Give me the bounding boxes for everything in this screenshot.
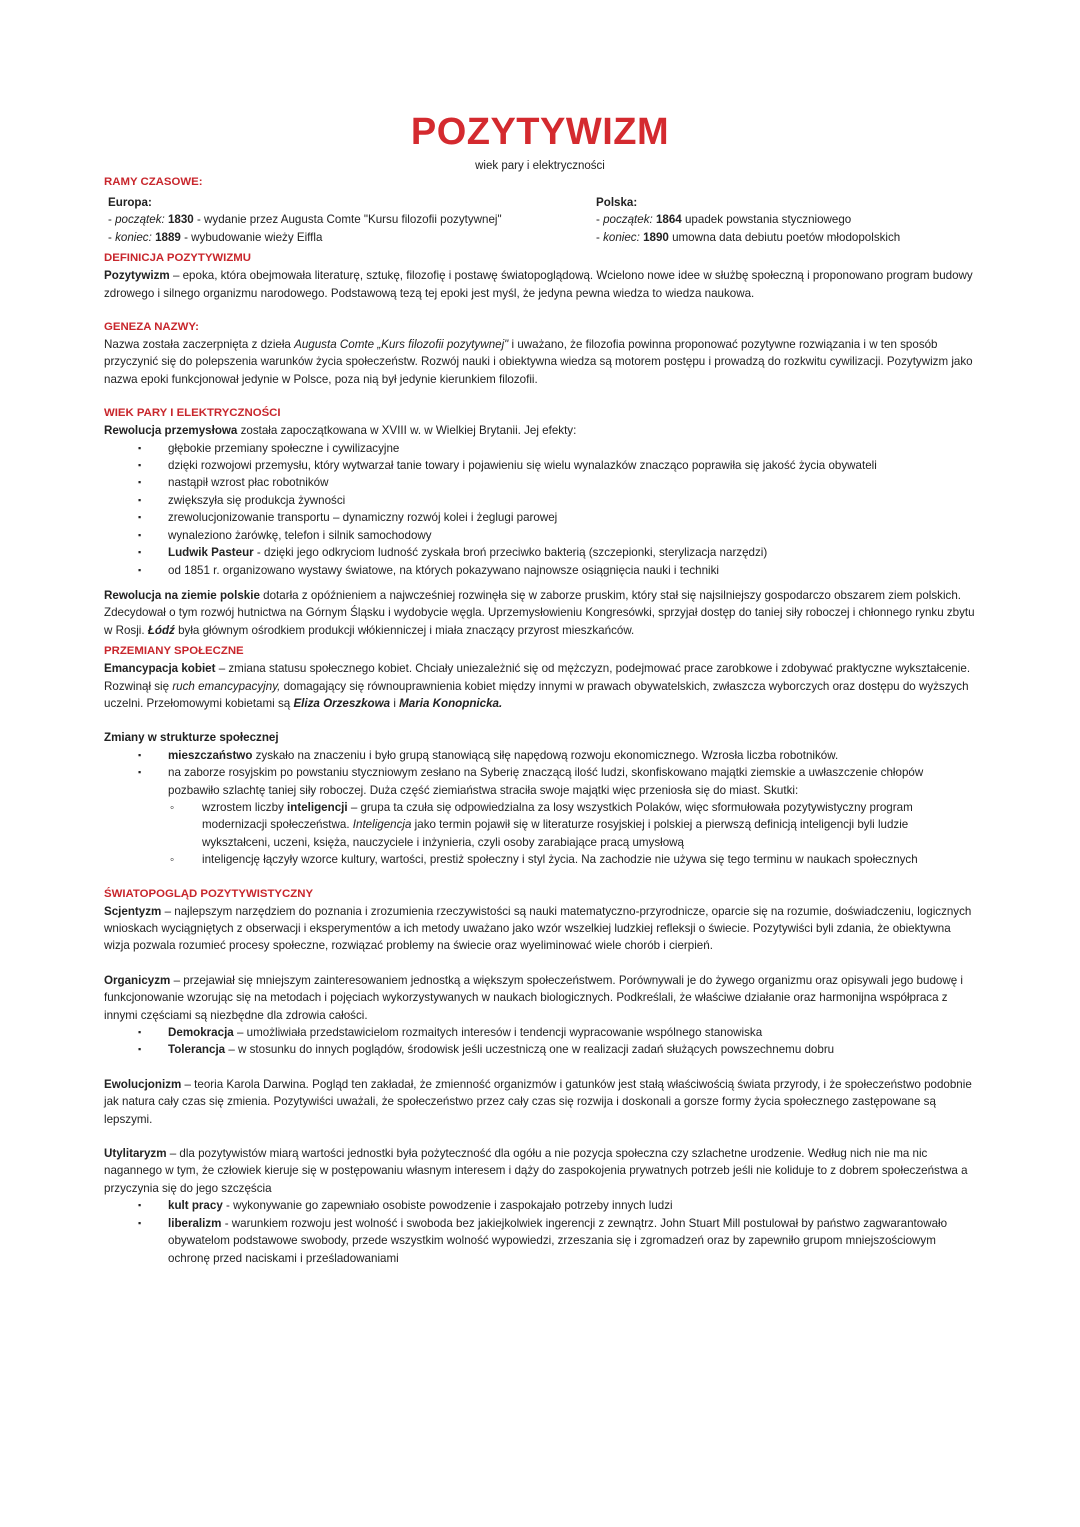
list-item: ▪ głębokie przemiany społeczne i cywilizacyjne [104,440,976,457]
poland-end: - koniec: 1890 umowna data debiutu poetów młodopolskich [596,230,901,244]
page-subtitle: wiek pary i elektryczności [475,160,605,172]
origin-paragraph: Nazwa została zaczerpnięta z dzieła Augusta Comte „Kurs filozofii pozytywnej" i uważano, że filozofia powinna proponować pozytywne rozwiązania i w ten sposób przyczynić się do polepszenia warunków życia społeczeństw. Rozwój nauki i obiektywna wiedza są motorem postępu i prowadzą do rozkwitu cywilizacji. Pozytywizm jako nazwa epoki funkcjonował jedynie w Polsce, poza nią był jedynie kierunkiem filozofii. [104,338,973,386]
poland-revolution-paragraph: Rewolucja na ziemie polskie dotarła z opóźnieniem a najwcześniej rozwinęła się w zaborze pruskim, który stał się najsilniejszy gospodarczo obszarem ziem polskich. Zdecydował o tym rozwój hutnictwa na Górnym Śląsku i wydobycie węgla. Uprzemysłowieniu Kongresówki, sprzyjał dostęp do taniej siły roboczej i chłonnego rynku zbytu w Rosji. Łódź była głównym ośrodkiem produkcji włókienniczej i miała znaczący przyrost mieszkańców. [104,588,975,637]
list-item: ▪ Tolerancja – w stosunku do innych poglądów, środowisk jeśli uczestniczą one w realizacji zadań służących powszechnemu dobru [104,1041,976,1058]
scientism-paragraph: Scjentyzm – najlepszym narzędziem do poznania i zrozumienia rzeczywistości są nauki matematyczno-przyrodnicze, oparcie się na rozumie, doświadczeniu, logicznych wnioskach wyciągniętych z obserwacji i eksperymentów a ich metody uważano jako wzór wszelkiej ludzkiej refleksji o świecie. Pozytywiści byli zdania, że obiektywna wizja pozwala rozumieć procesy społeczne, rozwiązać problemy na świecie oraz wyeliminować wiele chorób i cierpień. [104,904,972,953]
evolutionism-paragraph: Ewolucjonizm – teoria Karola Darwina. Pogląd ten zakładał, że zmienność organizmów i gatunków jest stałą właściwością świata przyrody, i że społeczeństwo podobnie jak natura cały czas się zmienia. Pozytywiści uważali, że społeczeństwo przez cały czas się rozwija i doskonali a gorsze formy życia społecznego zastępowane są lepszymi. [104,1077,972,1126]
effects-list [104,440,976,579]
list-item: ▪ mieszczaństwo zyskało na znaczeniu i było grupą stanowiącą siłę napędową rozwoju ekonomicznego. Wzrosła liczba robotników. [104,747,976,764]
timeframe-europe [104,194,578,246]
list-item: ▪ na zaborze rosyjskim po powstaniu styczniowym zesłano na Syberię znaczącą ilość ludzi, skonfiskowano majątki ziemskie a uwłaszczenie chłopów pozbawiło szlachtę taniej siły roboczej. Duża część ziemiaństwa straciła swoje majątki więc przeniosła się do miast. Skutki: ◦ wzrostem liczby inteligencji – grupa ta czuła się odpowiedzialna za losy wszystkich Polaków, więc sformułowała pozytywistyczny program modernizacji społeczeństwa. Inteligencja jako termin pojawił się w literaturze rosyjskiej i polskiej a pierwszą definicją inteligencji byli ludzie wykształceni, uczeni, księża, nauczyciele i inżynieria, czyli osoby zarabiające pracą umysłową ◦ inteligencję łączyły wzorce kultury, wartości, prestiż społeczny i styl życia. Na zachodzie nie używa się tego terminu w naukach społecznych [104,764,976,868]
list-item: ▪ kult pracy - wykonywanie go zapewniało osobiste powodzenie i zaspokajało potrzeby innych ludzi [104,1197,976,1214]
social-changes-list [104,747,976,869]
timeframe-columns [104,194,976,246]
list-item: ▪ od 1851 r. organizowano wystawy światowe, na których pokazywano najnowsze osiągnięcia nauki i techniki [104,562,976,579]
list-item: ▪ dzięki rozwojowi przemysłu, który wytwarzał tanie towary i pojawieniu się wielu wynalazków znacząco poprawiła się jakość życia obywateli [104,457,976,474]
poland-title: Polska: [596,196,638,209]
list-item: ▪ zrewolucjonizowanie transportu – dynamiczny rozwój kolei i żeglugi parowej [104,509,976,526]
sublist-item: ◦ inteligencję łączyły wzorce kultury, wartości, prestiż społeczny i styl życia. Na zachodzie nie używa się tego terminu w naukach społecznych [104,851,976,868]
definition-paragraph: Pozytywizm – epoka, która obejmowała literaturę, sztukę, filozofię i postawę światopoglądową. Wcielono nowe idee w służbę społeczną i proponowano program budowy zdrowego i silnego organizmu narodowego. Podstawową tezą tej epoki jest myśl, że jedyna pewna wiedza to wiedza naukowa. [104,269,973,300]
timeframe-poland [596,194,976,246]
section-heading-geneza: GENEZA NAZWY: [104,321,199,334]
social-structure-title: Zmiany w strukturze społecznej [104,731,279,745]
document-content [104,108,976,1267]
page-title: POZYTYWIZM [410,111,670,153]
europe-end: - koniec: 1889 - wybudowanie wieży Eiffla [108,230,323,244]
section-heading-definicja: DEFINICJA POZYTYWIZMU [104,252,252,265]
section-heading-swiatopoglad: ŚWIATOPOGLĄD POZYTYWISTYCZNY [104,887,314,900]
effects-sublist [104,799,976,869]
section-heading-wiek: WIEK PARY I ELEKTRYCZNOŚCI [104,407,281,420]
sublist-item: ◦ wzrostem liczby inteligencji – grupa ta czuła się odpowiedzialna za losy wszystkich Polaków, więc sformułowała pozytywistyczny program modernizacji społeczeństwa. Inteligencja jako termin pojawił się w literaturze rosyjskiej i polskiej a pierwszą definicją inteligencji byli ludzie wykształceni, uczeni, księża, nauczyciele i inżynieria, czyli osoby zarabiające pracą umysłową [104,799,976,851]
organicism-paragraph: Organicyzm – przejawiał się mniejszym zainteresowaniem jednostką a większym społeczeństwem. Porównywali je do żywego organizmu oraz opisywali jego budowę i funkcjonowanie wzorując się na metodach i pojęciach wykorzystywanych w naukach biologicznych. Podkreślali, że właściwe działanie oraz harmonijna współpraca z innymi częściami są niezbędne dla zdrowia całości. [104,973,963,1022]
list-item: ▪ nastąpił wzrost płac robotników [104,474,976,491]
section-heading-przemiany: PRZEMIANY SPOŁECZNE [104,645,244,658]
list-item: ▪ Demokracja – umożliwiała przedstawicielom rozmaitych interesów i tendencji wypracowanie wspólnego stanowiska [104,1024,976,1041]
utilitarianism-list [104,1197,976,1267]
organicism-list [104,1024,976,1059]
list-item: ▪ wynaleziono żarówkę, telefon i silnik samochodowy [104,527,976,544]
list-item: ▪ zwiększyła się produkcja żywności [104,492,976,509]
europe-start: - początek: 1830 - wydanie przez Augusta Comte "Kursu filozofii pozytywnej" [108,213,502,227]
list-item: ▪ Ludwik Pasteur - dzięki jego odkryciom ludność zyskała broń przeciwko bakterią (szczepionki, sterylizacja narzędzi) [104,544,976,561]
industrial-revolution-intro: Rewolucja przemysłowa została zapoczątkowana w XVIII w. w Wielkiej Brytanii. Jej efekty: [104,424,577,438]
europe-title: Europa: [108,196,152,209]
section-heading-ramy: RAMY CZASOWE: [104,176,203,188]
list-item: ▪ liberalizm - warunkiem rozwoju jest wolność i swoboda bez jakiejkolwiek ingerencji z zewnątrz. John Stuart Mill postulował by państwo zagwarantowało obywatelom podstawowe swobody, przede wszystkim wolność wypowiedzi, zrzeszania się i zgromadzeń oraz by zapewniło grupom mniejszościowym ochronę przed naciskami i prześladowaniami [104,1215,976,1267]
emancipation-paragraph: Emancypacja kobiet – zmiana statusu społecznego kobiet. Chciały uniezależnić się od mężczyzn, podejmować prace zarobkowe i zdobywać praktyczne wykształcenie. Rozwinął się ruch emancypacyjny, domagający się równouprawnienia kobiet między innymi w prawach obywatelskich, zwłaszcza wyborczych oraz dostępu do wyższych uczelni. Przełomowymi kobietami są Eliza Orzeszkowa i Maria Konopnicka. [104,662,971,710]
utilitarianism-paragraph: Utylitaryzm – dla pozytywistów miarą wartości jednostki była pożyteczność dla ogółu a nie pozycja społeczna czy szlachetne urodzenie. Według nich nie ma nic nagannego w tym, że człowiek kieruje się w postępowaniu własnym interesem i dąży do zaspokojenia prywatnych potrzeb jeśli nie koliduje to z dobrem społeczeństwa a przyczynia się do jego szczęścia [104,1147,968,1195]
poland-start: - początek: 1864 upadek powstania styczniowego [596,213,852,227]
